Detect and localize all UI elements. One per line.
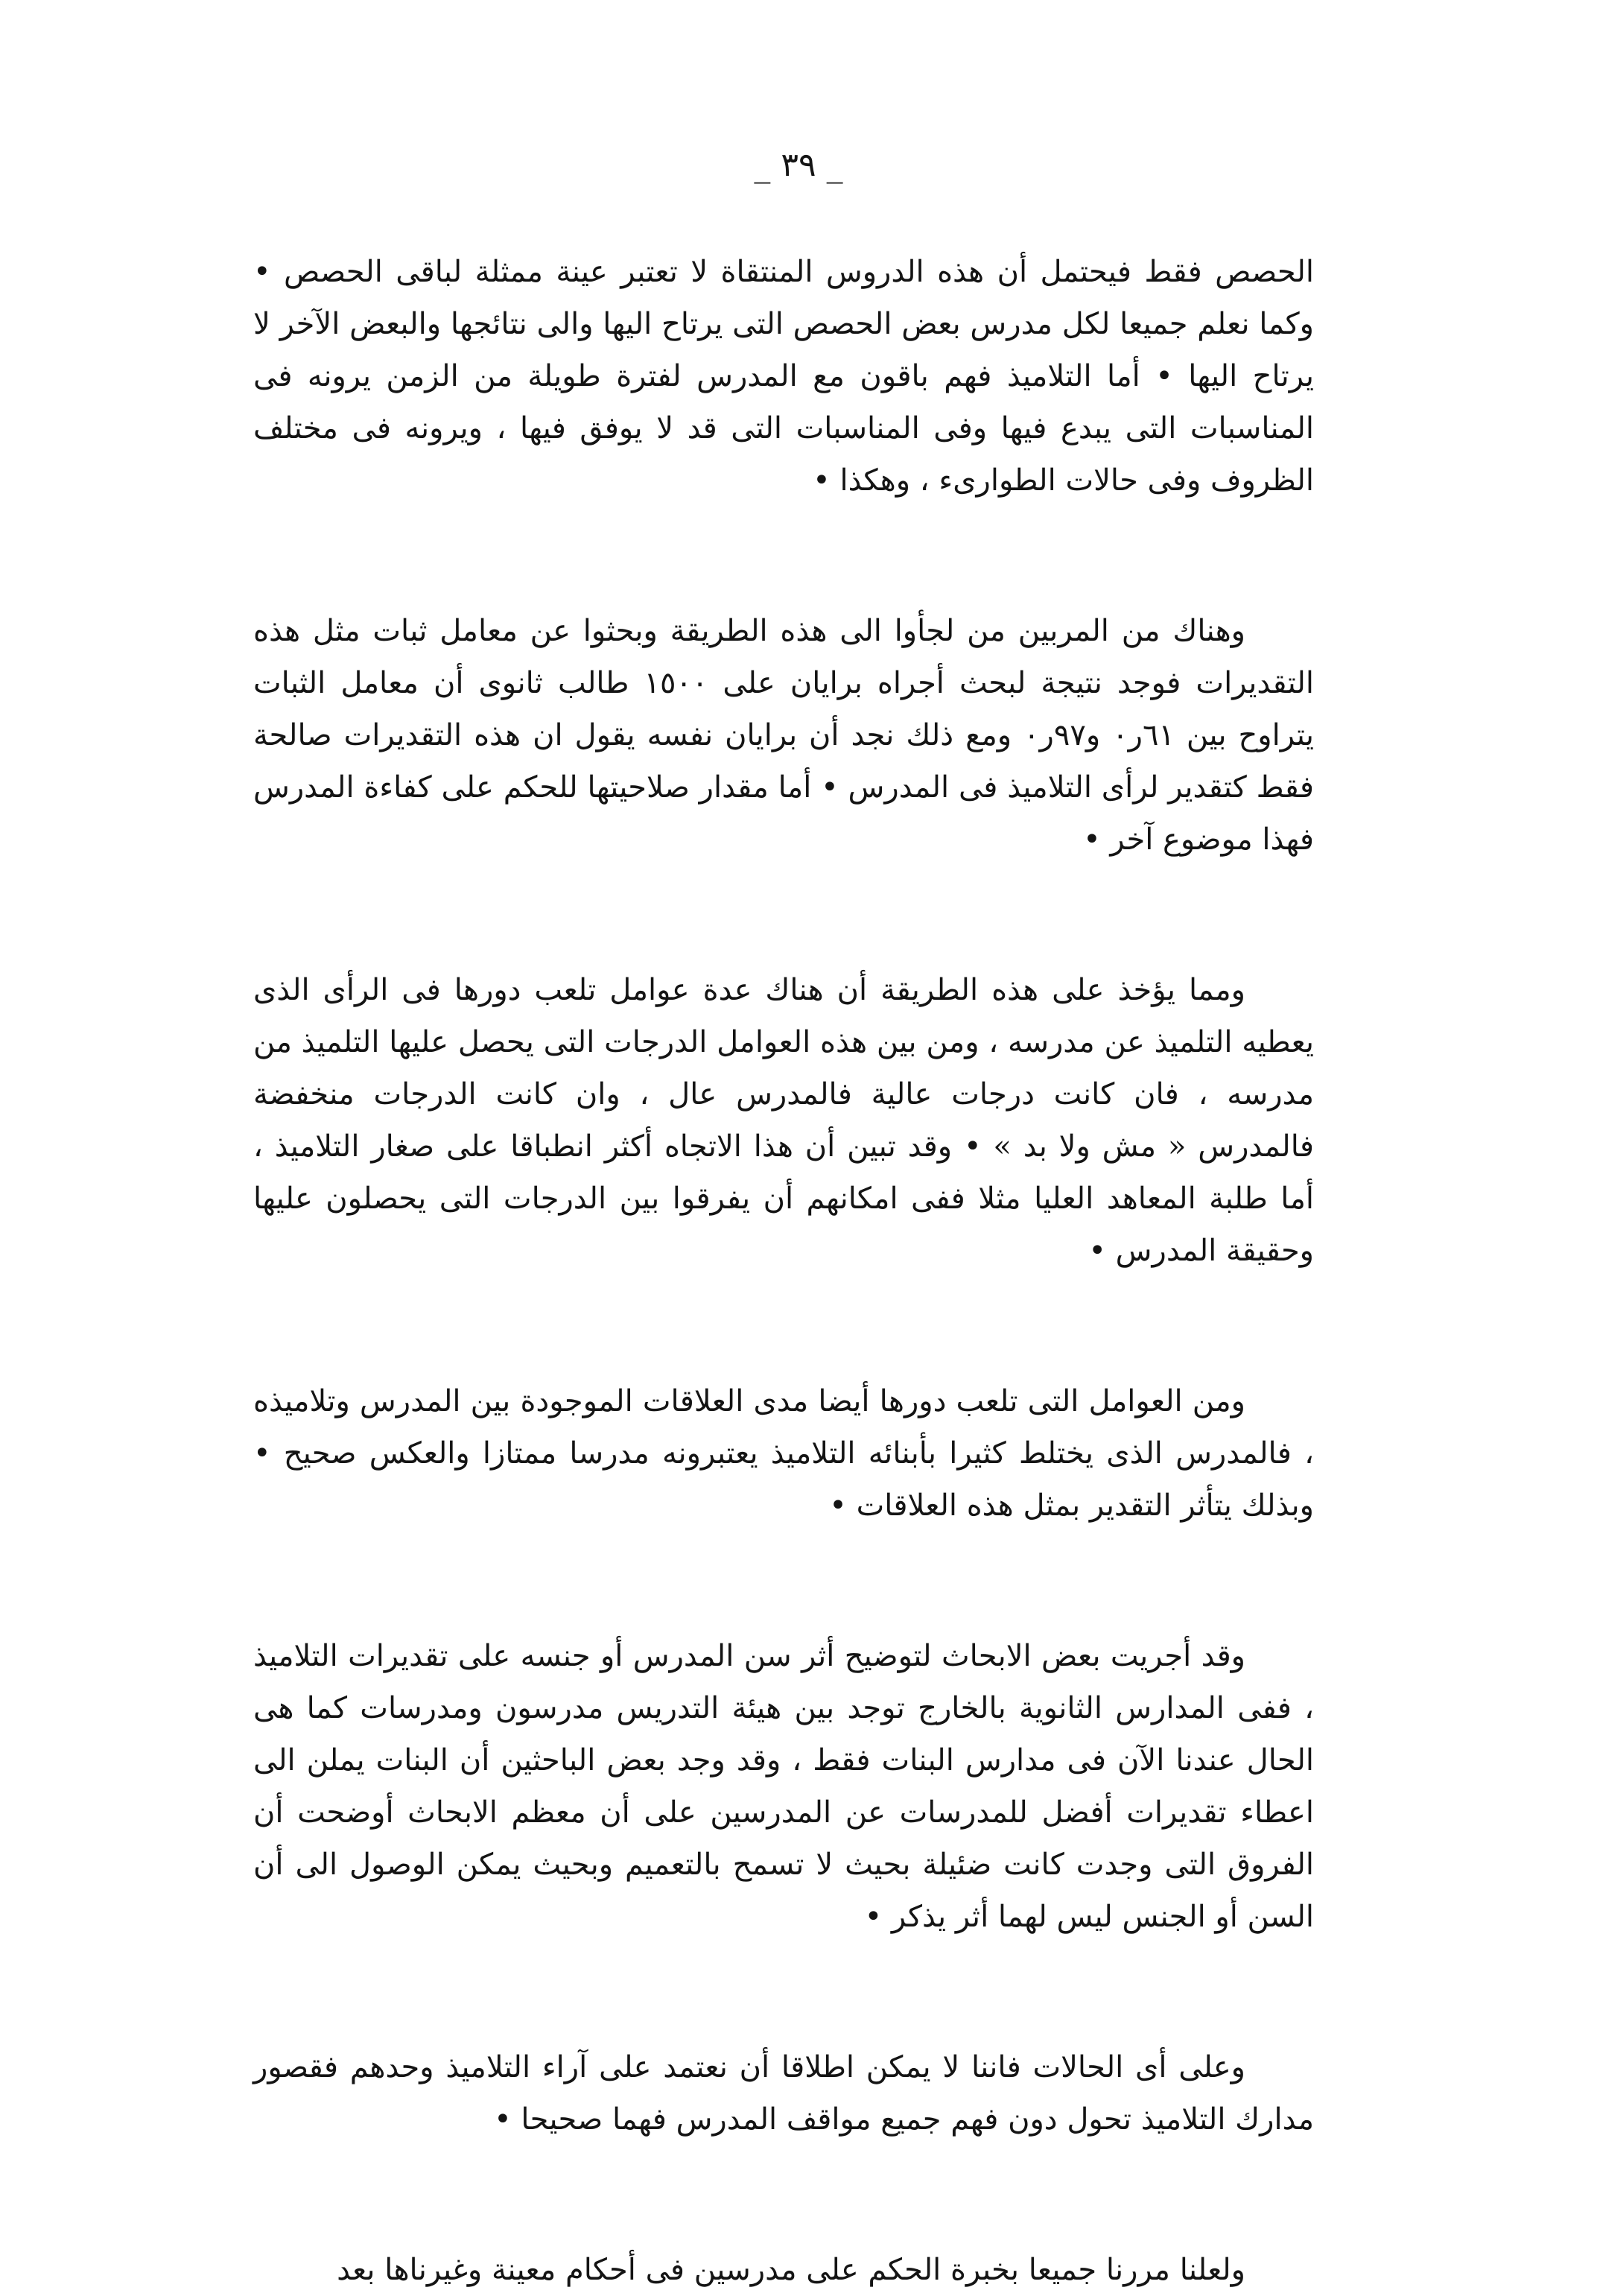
paragraph-7: ولعلنا مررنا جميعا بخبرة الحكم على مدرسين فى أحكام معينة وغيرناها بعد [337,2253,1245,2287]
body-text [253,246,1314,2296]
paragraph-4: ومن العوامل التى تلعب دورها أيضا مدى العلاقات الموجودة بين المدرس وتلاميذه ، فالمدرس الذى يختلط كثيرا بأبنائه التلاميذ يعتبرونه مدرسا ممتازا والعكس صحيح • وبذلك يتأثر التقدير بمثل هذه العلاقات • [253,1384,1314,1523]
paragraph-6: وعلى أى الحالات فاننا لا يمكن اطلاقا أن نعتمد على آراء التلاميذ وحدهم فقصور مدارك التلاميذ تحول دون فهم جميع مواقف المدرس فهما صحيحا • [253,2050,1314,2137]
paragraph-2: وهناك من المربين من لجأوا الى هذه الطريقة وبحثوا عن معامل ثبات مثل هذه التقديرات فوجد نتيجة لبحث أجراه برايان على ١٥٠٠ طالب ثانوى أن معامل الثبات يتراوح بين ٦١ر٠ و٩٧ر٠ ومع ذلك نجد أن برايان نفسه يقول ان هذه التقديرات صالحة فقط كتقدير لرأى التلاميذ فى المدرس • أما مقدار صلاحيتها للحكم على كفاءة المدرس فهذا موضوع آخر • [253,614,1315,857]
paragraph-5: وقد أجريت بعض الابحاث لتوضيح أثر سن المدرس أو جنسه على تقديرات التلاميذ ، ففى المدارس الثانوية بالخارج توجد بين هيئة التدريس مدرسون ومدرسات كما هى الحال عندنا الآن فى مدارس البنات فقط ، وقد وجد بعض الباحثين أن البنات يملن الى اعطاء تقديرات أفضل للمدرسات عن المدرسين على أن معظم الابحاث أوضحت أن الفروق التى وجدت كانت ضئيلة بحيث لا تسمح بالتعميم وبحيث يمكن الوصول الى أن السن أو الجنس ليس لهما أثر يذكر • [253,1639,1314,1934]
paragraph-3: ومما يؤخذ على هذه الطريقة أن هناك عدة عوامل تلعب دورها فى الرأى الذى يعطيه التلميذ عن مدرسه ، ومن بين هذه العوامل الدرجات التى يحصل عليها التلميذ من مدرسه ، فان كانت درجات عالية فالمدرس عال ، وان كانت الدرجات منخفضة فالمدرس « مش ولا بد » • وقد تبين أن هذا الاتجاه أكثر انطباقا على صغار التلاميذ ، أما طلبة المعاهد العليا مثلا ففى امكانهم أن يفرقوا بين الدرجات التى يحصلون عليها وحقيقة المدرس • [253,973,1314,1268]
paragraph-1: الحصص فقط فيحتمل أن هذه الدروس المنتقاة لا تعتبر عينة ممثلة لباقى الحصص • وكما نعلم جميعا لكل مدرس بعض الحصص التى يرتاح اليها والى نتائجها والبعض الآخر لا يرتاح اليها • أما التلاميذ فهم باقون مع المدرس لفترة طويلة من الزمن يرونه فى المناسبات التى يبدع فيها وفى المناسبات التى قد لا يوفق فيها ، ويرونه فى مختلف الظروف وفى حالات الطوارىء ، وهكذا • [253,255,1314,498]
page-number: _ ٣٩ _ [754,146,843,184]
